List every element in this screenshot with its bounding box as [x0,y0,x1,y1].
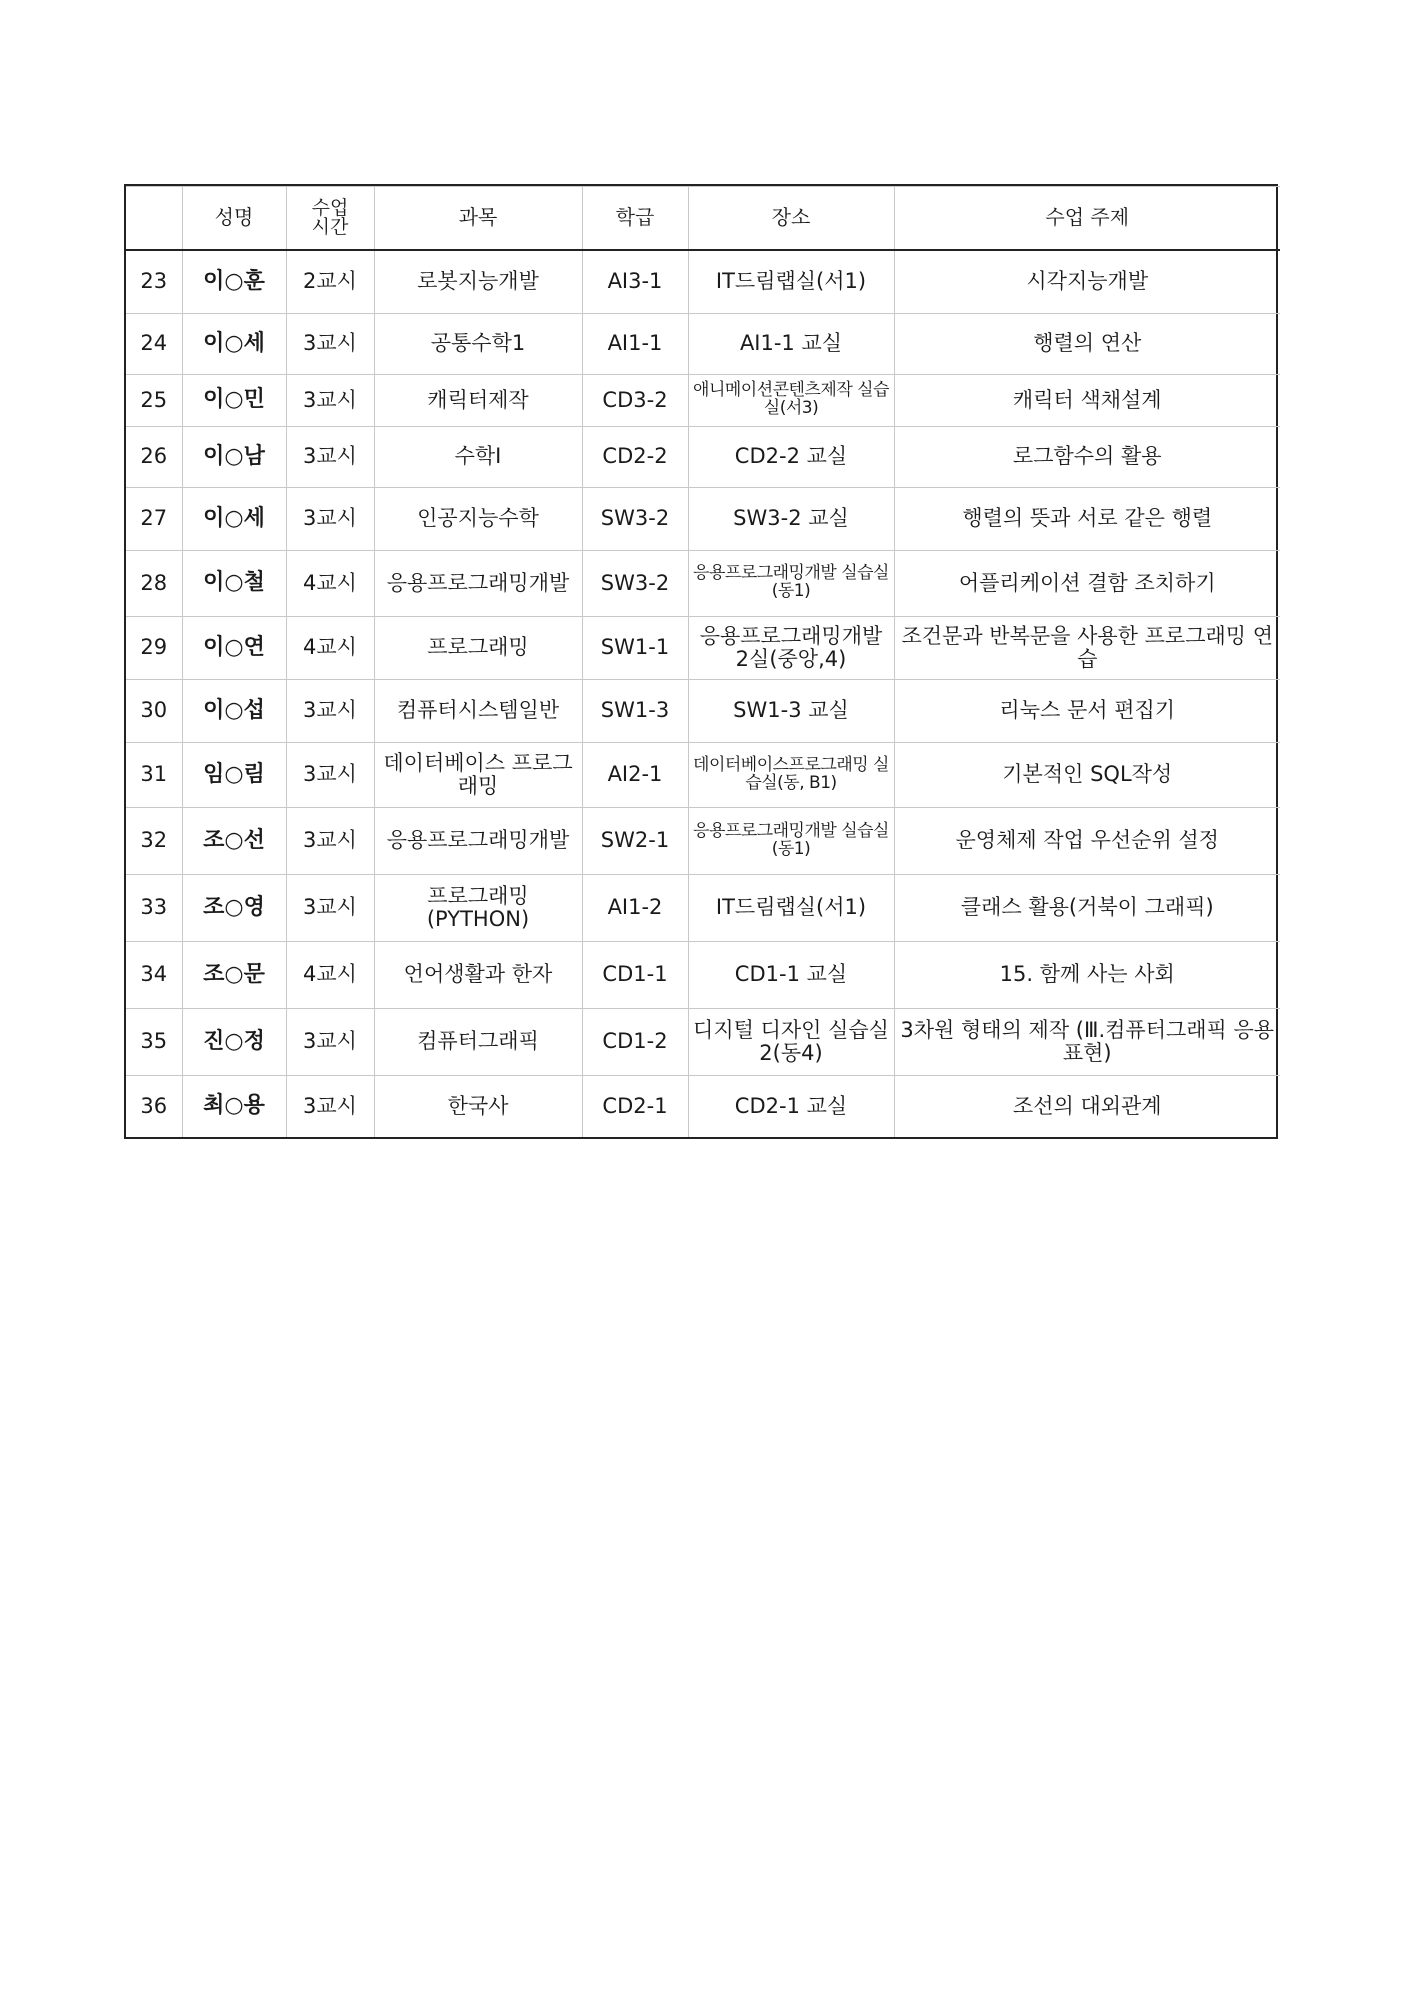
cell-name: 이○철 [182,550,286,616]
cell-no: 34 [126,941,182,1008]
cell-name: 이○세 [182,487,286,550]
cell-no: 30 [126,679,182,742]
cell-place: SW1-3 교실 [688,679,894,742]
cell-class: SW3-2 [582,550,688,616]
cell-place: IT드림랩실(서1) [688,250,894,313]
cell-place: AI1-1 교실 [688,313,894,374]
cell-hour: 3교시 [286,487,374,550]
table-row [126,374,1280,426]
cell-topic: 행렬의 뜻과 서로 같은 행렬 [894,487,1280,550]
table-row [126,313,1280,374]
cell-name: 조○선 [182,807,286,874]
cell-place: 응용프로그래밍개발 실습실(동1) [688,550,894,616]
cell-subject: 캐릭터제작 [374,374,582,426]
cell-hour: 2교시 [286,250,374,313]
cell-hour: 3교시 [286,313,374,374]
cell-place: CD2-2 교실 [688,426,894,487]
cell-no: 23 [126,250,182,313]
table-row [126,426,1280,487]
table-row [126,807,1280,874]
table-row [126,679,1280,742]
table-row [126,550,1280,616]
cell-no: 32 [126,807,182,874]
header-topic: 수업 주제 [894,187,1280,251]
cell-subject: 컴퓨터시스템일반 [374,679,582,742]
cell-topic: 조건문과 반복문을 사용한 프로그래밍 연습 [894,616,1280,679]
cell-place: SW3-2 교실 [688,487,894,550]
header-class: 학급 [582,187,688,251]
cell-hour: 4교시 [286,616,374,679]
cell-hour: 3교시 [286,426,374,487]
cell-name: 임○림 [182,742,286,807]
cell-topic: 리눅스 문서 편집기 [894,679,1280,742]
cell-topic: 운영체제 작업 우선순위 설정 [894,807,1280,874]
cell-topic: 3차원 형태의 제작 (Ⅲ.컴퓨터그래픽 응용 표현) [894,1008,1280,1075]
cell-subject: 수학Ⅰ [374,426,582,487]
cell-subject: 데이터베이스 프로그래밍 [374,742,582,807]
cell-name: 이○섭 [182,679,286,742]
cell-class: CD3-2 [582,374,688,426]
cell-no: 33 [126,874,182,941]
cell-class: SW3-2 [582,487,688,550]
cell-subject: 응용프로그래밍개발 [374,550,582,616]
cell-hour: 4교시 [286,941,374,1008]
header-name: 성명 [182,187,286,251]
cell-hour: 3교시 [286,874,374,941]
cell-place: IT드림랩실(서1) [688,874,894,941]
cell-no: 35 [126,1008,182,1075]
table-row [126,1075,1280,1137]
cell-hour: 4교시 [286,550,374,616]
cell-name: 이○세 [182,313,286,374]
cell-no: 25 [126,374,182,426]
cell-hour: 3교시 [286,1075,374,1137]
table-row [126,874,1280,941]
header-place: 장소 [688,187,894,251]
cell-class: AI3-1 [582,250,688,313]
cell-name: 최○용 [182,1075,286,1137]
cell-topic: 클래스 활용(거북이 그래픽) [894,874,1280,941]
cell-subject: 응용프로그래밍개발 [374,807,582,874]
table-row [126,616,1280,679]
cell-subject: 프로그래밍 (PYTHON) [374,874,582,941]
cell-class: CD2-1 [582,1075,688,1137]
cell-name: 조○영 [182,874,286,941]
table-row [126,487,1280,550]
schedule-table-frame [124,184,1278,1139]
cell-topic: 캐릭터 색채설계 [894,374,1280,426]
cell-topic: 행렬의 연산 [894,313,1280,374]
cell-no: 28 [126,550,182,616]
table-row [126,250,1280,313]
cell-hour: 3교시 [286,679,374,742]
cell-place: 애니메이션콘텐츠제작 실습실(서3) [688,374,894,426]
cell-place: 디지털 디자인 실습실2(동4) [688,1008,894,1075]
cell-place: 데이터베이스프로그래밍 실습실(동, B1) [688,742,894,807]
cell-class: AI1-1 [582,313,688,374]
cell-class: AI1-2 [582,874,688,941]
table-row [126,742,1280,807]
cell-subject: 언어생활과 한자 [374,941,582,1008]
cell-no: 36 [126,1075,182,1137]
cell-no: 29 [126,616,182,679]
table-body [126,250,1280,1137]
cell-subject: 프로그래밍 [374,616,582,679]
table-row [126,941,1280,1008]
cell-subject: 인공지능수학 [374,487,582,550]
cell-place: 응용프로그래밍개발 실습실(동1) [688,807,894,874]
cell-topic: 기본적인 SQL작성 [894,742,1280,807]
cell-topic: 조선의 대외관계 [894,1075,1280,1137]
cell-hour: 3교시 [286,807,374,874]
cell-no: 31 [126,742,182,807]
cell-class: CD2-2 [582,426,688,487]
cell-place: CD2-1 교실 [688,1075,894,1137]
cell-name: 이○훈 [182,250,286,313]
header-hour-line2: 시간 [311,216,349,238]
header-subject: 과목 [374,187,582,251]
cell-hour: 3교시 [286,374,374,426]
cell-no: 26 [126,426,182,487]
cell-place: CD1-1 교실 [688,941,894,1008]
cell-hour: 3교시 [286,1008,374,1075]
cell-subject: 한국사 [374,1075,582,1137]
cell-class: AI2-1 [582,742,688,807]
table-header-row [126,187,1280,251]
cell-subject: 로봇지능개발 [374,250,582,313]
cell-topic: 어플리케이션 결함 조치하기 [894,550,1280,616]
cell-class: SW1-1 [582,616,688,679]
cell-name: 이○연 [182,616,286,679]
cell-topic: 로그함수의 활용 [894,426,1280,487]
cell-topic: 시각지능개발 [894,250,1280,313]
class-schedule-table [126,186,1280,1137]
header-no [126,187,182,251]
cell-class: CD1-2 [582,1008,688,1075]
table-row [126,1008,1280,1075]
cell-subject: 공통수학1 [374,313,582,374]
header-hour-line1: 수업 [311,197,349,219]
cell-no: 27 [126,487,182,550]
cell-name: 이○남 [182,426,286,487]
cell-name: 진○정 [182,1008,286,1075]
cell-no: 24 [126,313,182,374]
cell-name: 조○문 [182,941,286,1008]
header-hour [286,187,374,251]
cell-class: CD1-1 [582,941,688,1008]
cell-class: SW1-3 [582,679,688,742]
cell-hour: 3교시 [286,742,374,807]
cell-topic: 15. 함께 사는 사회 [894,941,1280,1008]
cell-name: 이○민 [182,374,286,426]
cell-subject: 컴퓨터그래픽 [374,1008,582,1075]
cell-place: 응용프로그래밍개발 2실(중앙,4) [688,616,894,679]
cell-class: SW2-1 [582,807,688,874]
